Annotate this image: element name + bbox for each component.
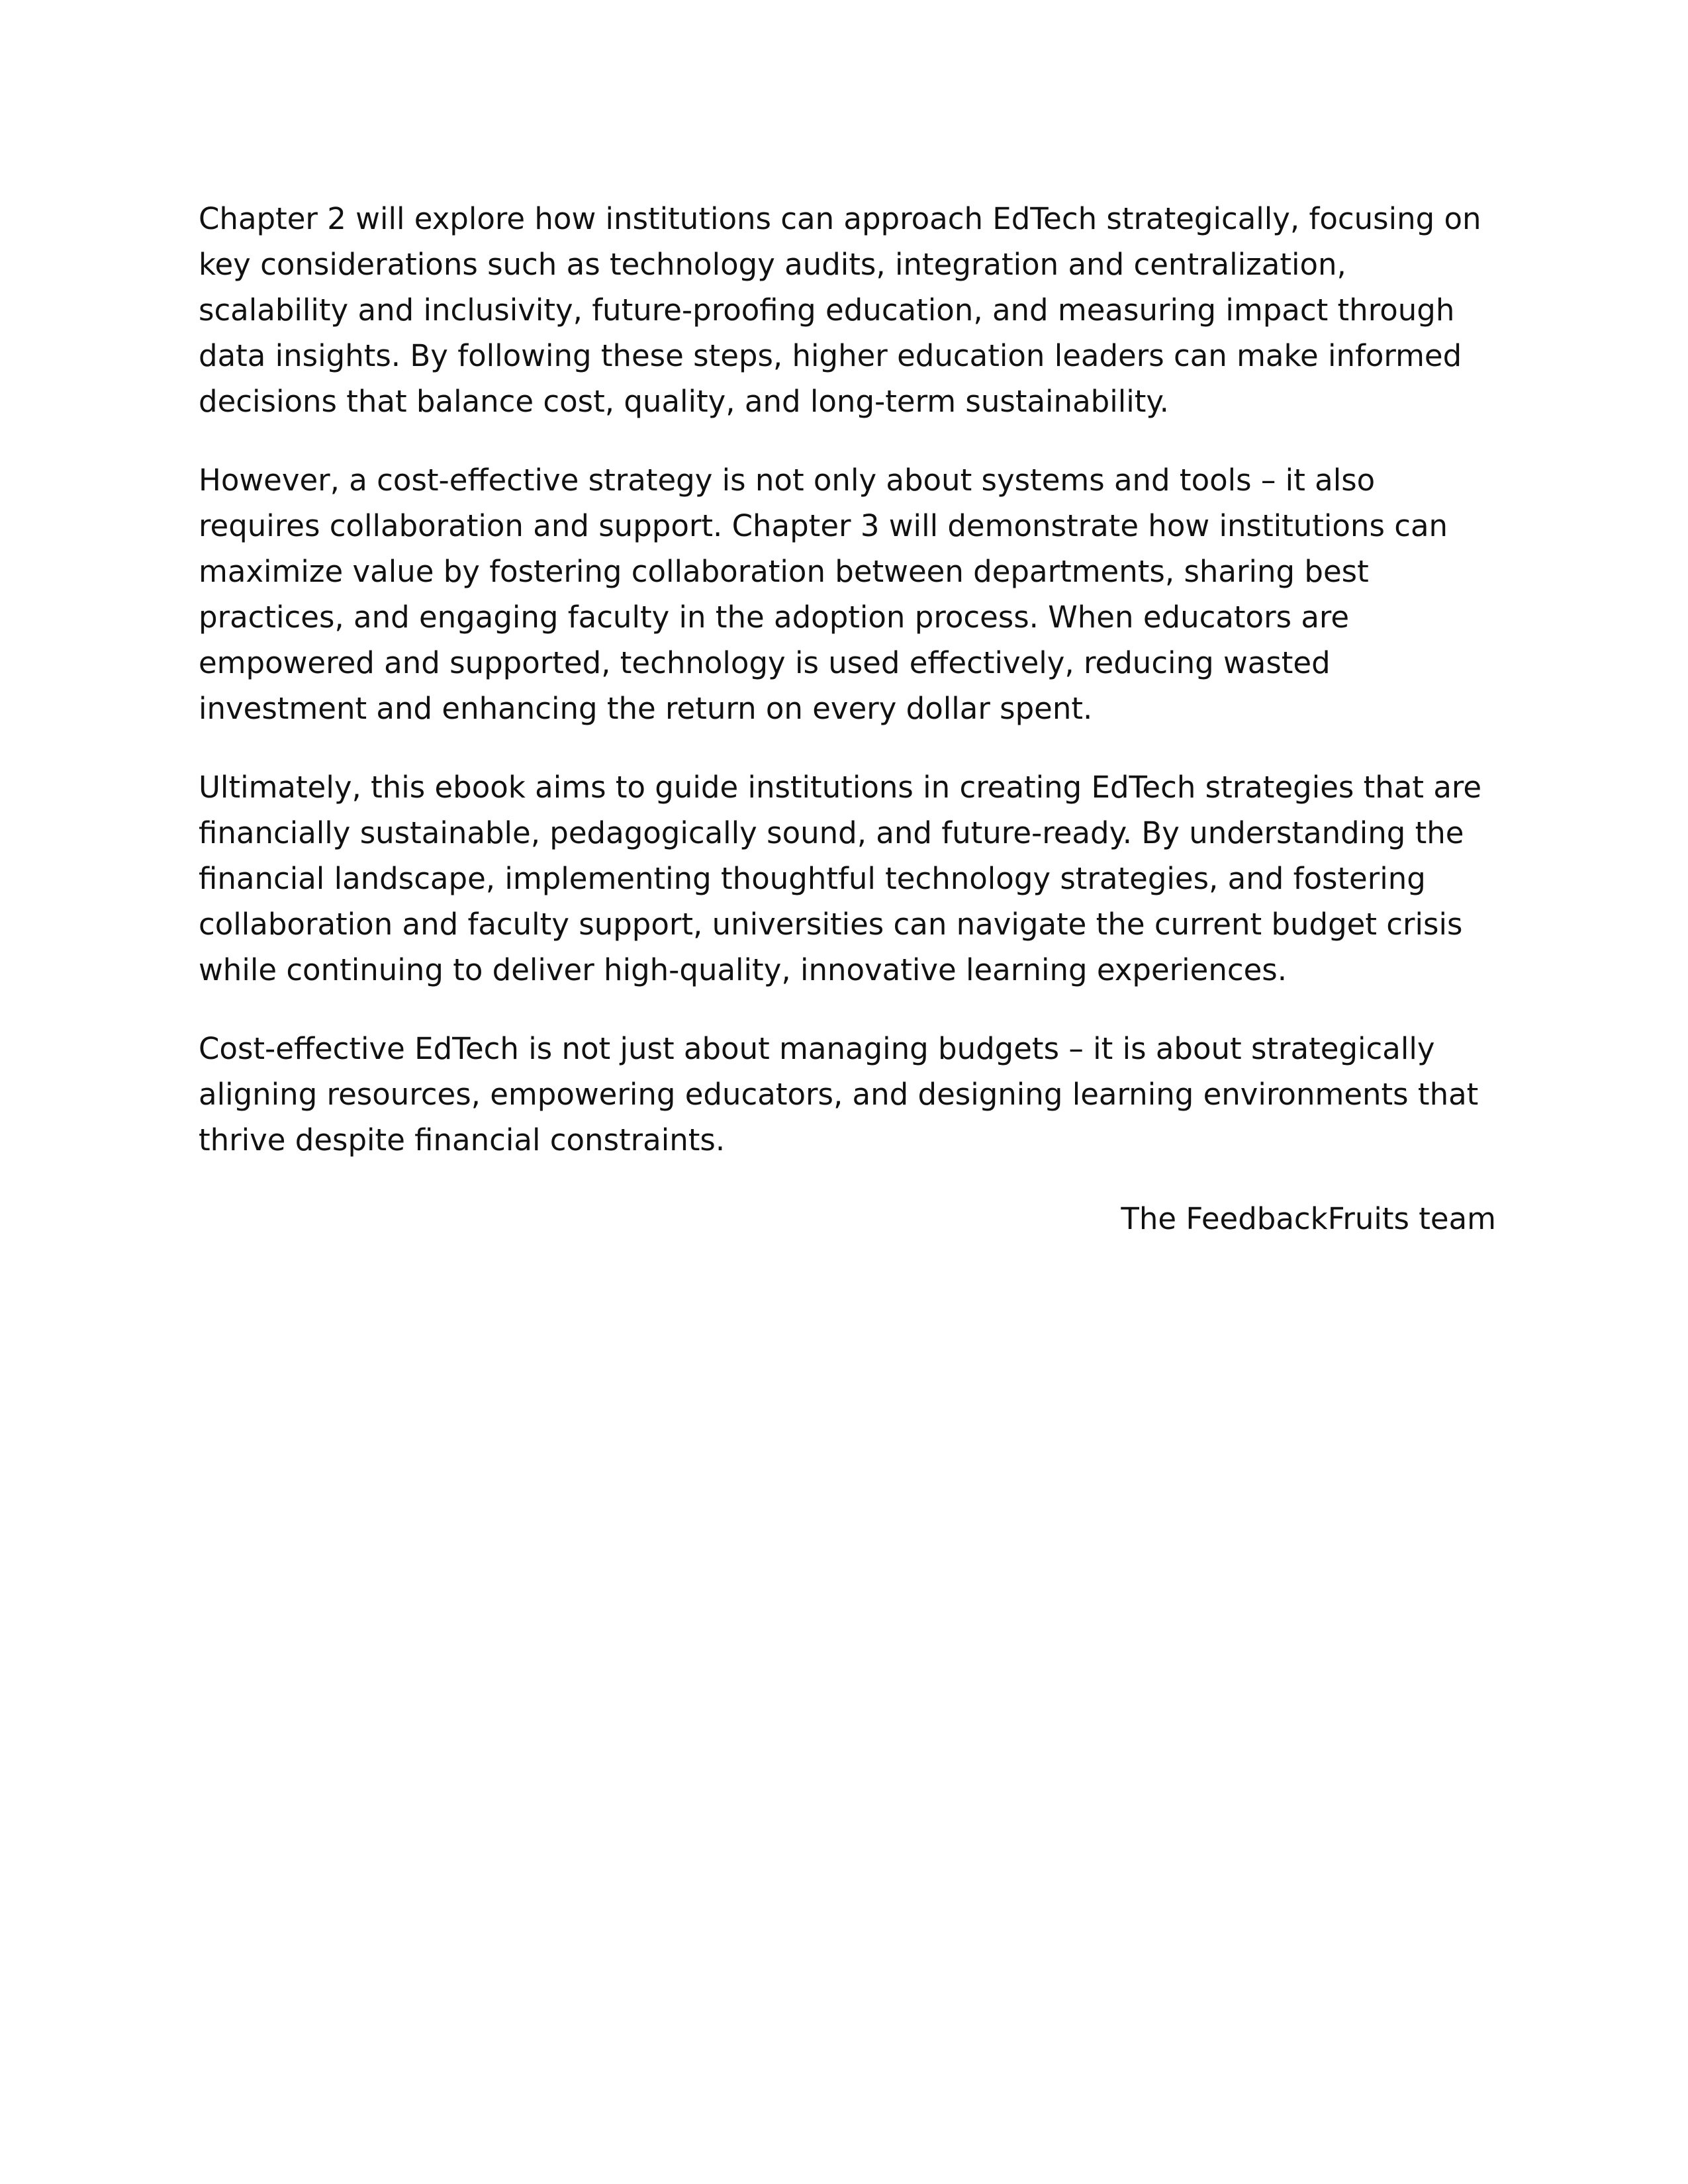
paragraph-conclusion: Cost-effective EdTech is not just about managing budgets – it is about strategically aligning resources, empowering educators, and designing learning environments that thrive despite financial constraints. bbox=[199, 1031, 1479, 1158]
signature: The FeedbackFruits team bbox=[1121, 1201, 1496, 1236]
paragraph-ebook-aim: Ultimately, this ebook aims to guide institutions in creating EdTech strategies that are financially sustainable, pedagogically sound, and future-ready. By understanding the financial landscape, implementing thoughtful technology strategies, and fostering collaboration and faculty support, universities can navigate the current budget crisis while continuing to deliver high-quality, innovative learning experiences. bbox=[199, 770, 1482, 987]
paragraph-chapter-2: Chapter 2 will explore how institutions can approach EdTech strategically, focusing on key considerations such as technology audits, integration and centralization, scalability and inclusivity, future-proofing education, and measuring impact through data insights. By following these steps, higher education leaders can make informed decisions that balance cost, quality, and long-term sustainability. bbox=[199, 201, 1481, 419]
document-body bbox=[199, 196, 1496, 1242]
paragraph-chapter-3: However, a cost-effective strategy is not only about systems and tools – it also requires collaboration and support. Chapter 3 will demonstrate how institutions can maximize value by fostering collaboration between departments, sharing best practices, and engaging faculty in the adoption process. When educators are empowered and supported, technology is used effectively, reducing wasted investment and enhancing the return on every dollar spent. bbox=[199, 463, 1448, 726]
